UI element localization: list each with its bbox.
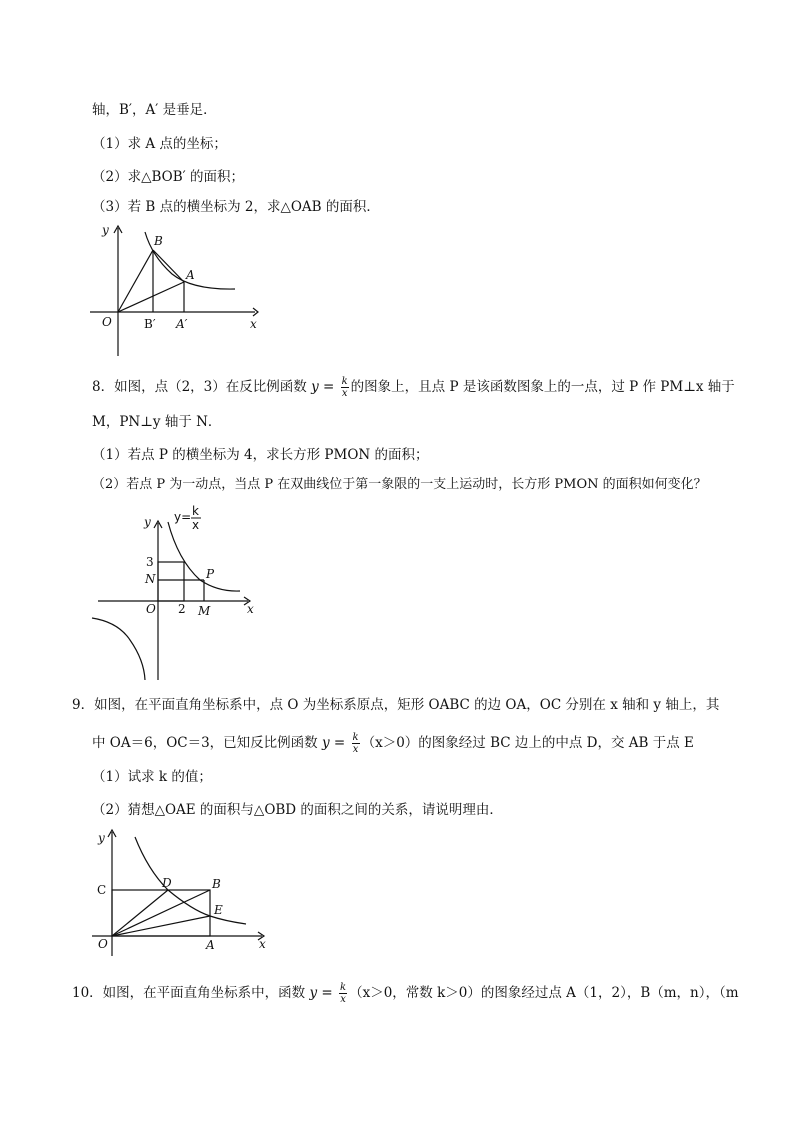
q9-line2-end: （x＞0）的图象经过 BC 边上的中点 D，交 AB 于点 E — [361, 735, 694, 751]
q9-hyperbola — [135, 837, 246, 924]
q9-label-y: y — [98, 831, 105, 845]
q8-label-func: y= — [174, 510, 192, 524]
fraction-k: k — [340, 982, 347, 993]
q9-line2-start: 中 OA＝6，OC＝3，已知反比例函数 — [92, 735, 322, 751]
q8-label-N: N — [145, 572, 156, 586]
formula-y: y — [309, 985, 318, 1001]
q8-label-y: y — [144, 515, 151, 529]
q8-func-x: x — [192, 518, 200, 532]
q9-label-C: C — [97, 883, 107, 897]
formula-eq: = — [329, 735, 350, 751]
formula-eq: = — [318, 379, 339, 395]
q9-seg-OE — [112, 916, 210, 936]
q7-label-B: B — [154, 234, 163, 248]
q10-line1 — [72, 982, 739, 1005]
q7-label-O: O — [102, 315, 112, 329]
q8-part1: （1）若点 P 的横坐标为 4，求长方形 PMON 的面积； — [92, 447, 429, 463]
q9-label-A: A — [206, 938, 215, 952]
fraction-x: x — [352, 744, 359, 755]
q10-line1-end: （x＞0，常数 k＞0）的图象经过点 A（1，2），B（m，n），（m — [349, 985, 739, 1001]
q8-label-P: P — [206, 567, 215, 581]
formula-y: y — [311, 379, 319, 395]
formula-y: y — [321, 735, 330, 751]
q8-label-2: 2 — [178, 602, 186, 616]
q9-label-E: E — [214, 903, 223, 917]
fraction-x: x — [341, 388, 348, 399]
q8-func-k: k — [192, 504, 199, 518]
q8-line1-start: 8．如图，点（2，3）在反比例函数 — [92, 379, 312, 395]
q9-part2: （2）猜想△OAE 的面积与△OBD 的面积之间的关系，请说明理由． — [92, 802, 503, 818]
q7-part3: （3）若 B 点的横坐标为 2，求△OAB 的面积． — [92, 199, 380, 215]
q7-label-A: A — [186, 268, 195, 282]
q10-line1-start: 10．如图，在平面直角坐标系中，函数 — [72, 985, 310, 1001]
q10-fraction — [339, 982, 347, 1005]
q9-label-O: O — [98, 937, 108, 951]
q8-label-O: O — [146, 602, 156, 616]
q9-seg-OB — [112, 890, 210, 936]
q7-part2: （2）求△BOB′ 的面积； — [92, 169, 244, 185]
q7-label-Bprime: B′ — [144, 317, 156, 331]
q9-label-D: D — [162, 876, 172, 890]
fraction-x: x — [340, 994, 346, 1005]
q9-part1: （1）试求 k 的值； — [92, 769, 212, 785]
q9-line1: 9．如图，在平面直角坐标系中，点 O 为坐标系原点，矩形 OABC 的边 OA，OC 分别在 x 轴和 y 轴上，其 — [72, 697, 720, 713]
q8-label-M: M — [198, 604, 211, 618]
fraction-k: k — [352, 732, 359, 743]
q9-label-B: B — [212, 877, 221, 891]
q8-line1-end: 的图象上，且点 P 是该函数图象上的一点，过 P 作 PM⊥x 轴于 — [350, 379, 735, 395]
q8-part2: （2）若点 P 为一动点，当点 P 在双曲线位于第一象限的一支上运动时，长方形 PMON 的面积如何变化？ — [92, 477, 707, 492]
q8-label-x: x — [247, 602, 254, 616]
formula-eq: = — [317, 985, 338, 1001]
q7-part1: （1）求 A 点的坐标； — [92, 136, 227, 152]
q7-intro: 轴，B′，A′ 是垂足． — [92, 102, 217, 118]
q7-label-Aprime: A′ — [176, 317, 188, 331]
q9-label-x: x — [259, 937, 266, 951]
fraction-k: k — [341, 376, 348, 387]
q7-label-y: y — [102, 223, 109, 237]
q7-label-x: x — [250, 317, 257, 331]
q8-label-3: 3 — [146, 555, 154, 569]
q8-line2: M，PN⊥y 轴于 N． — [92, 414, 222, 430]
